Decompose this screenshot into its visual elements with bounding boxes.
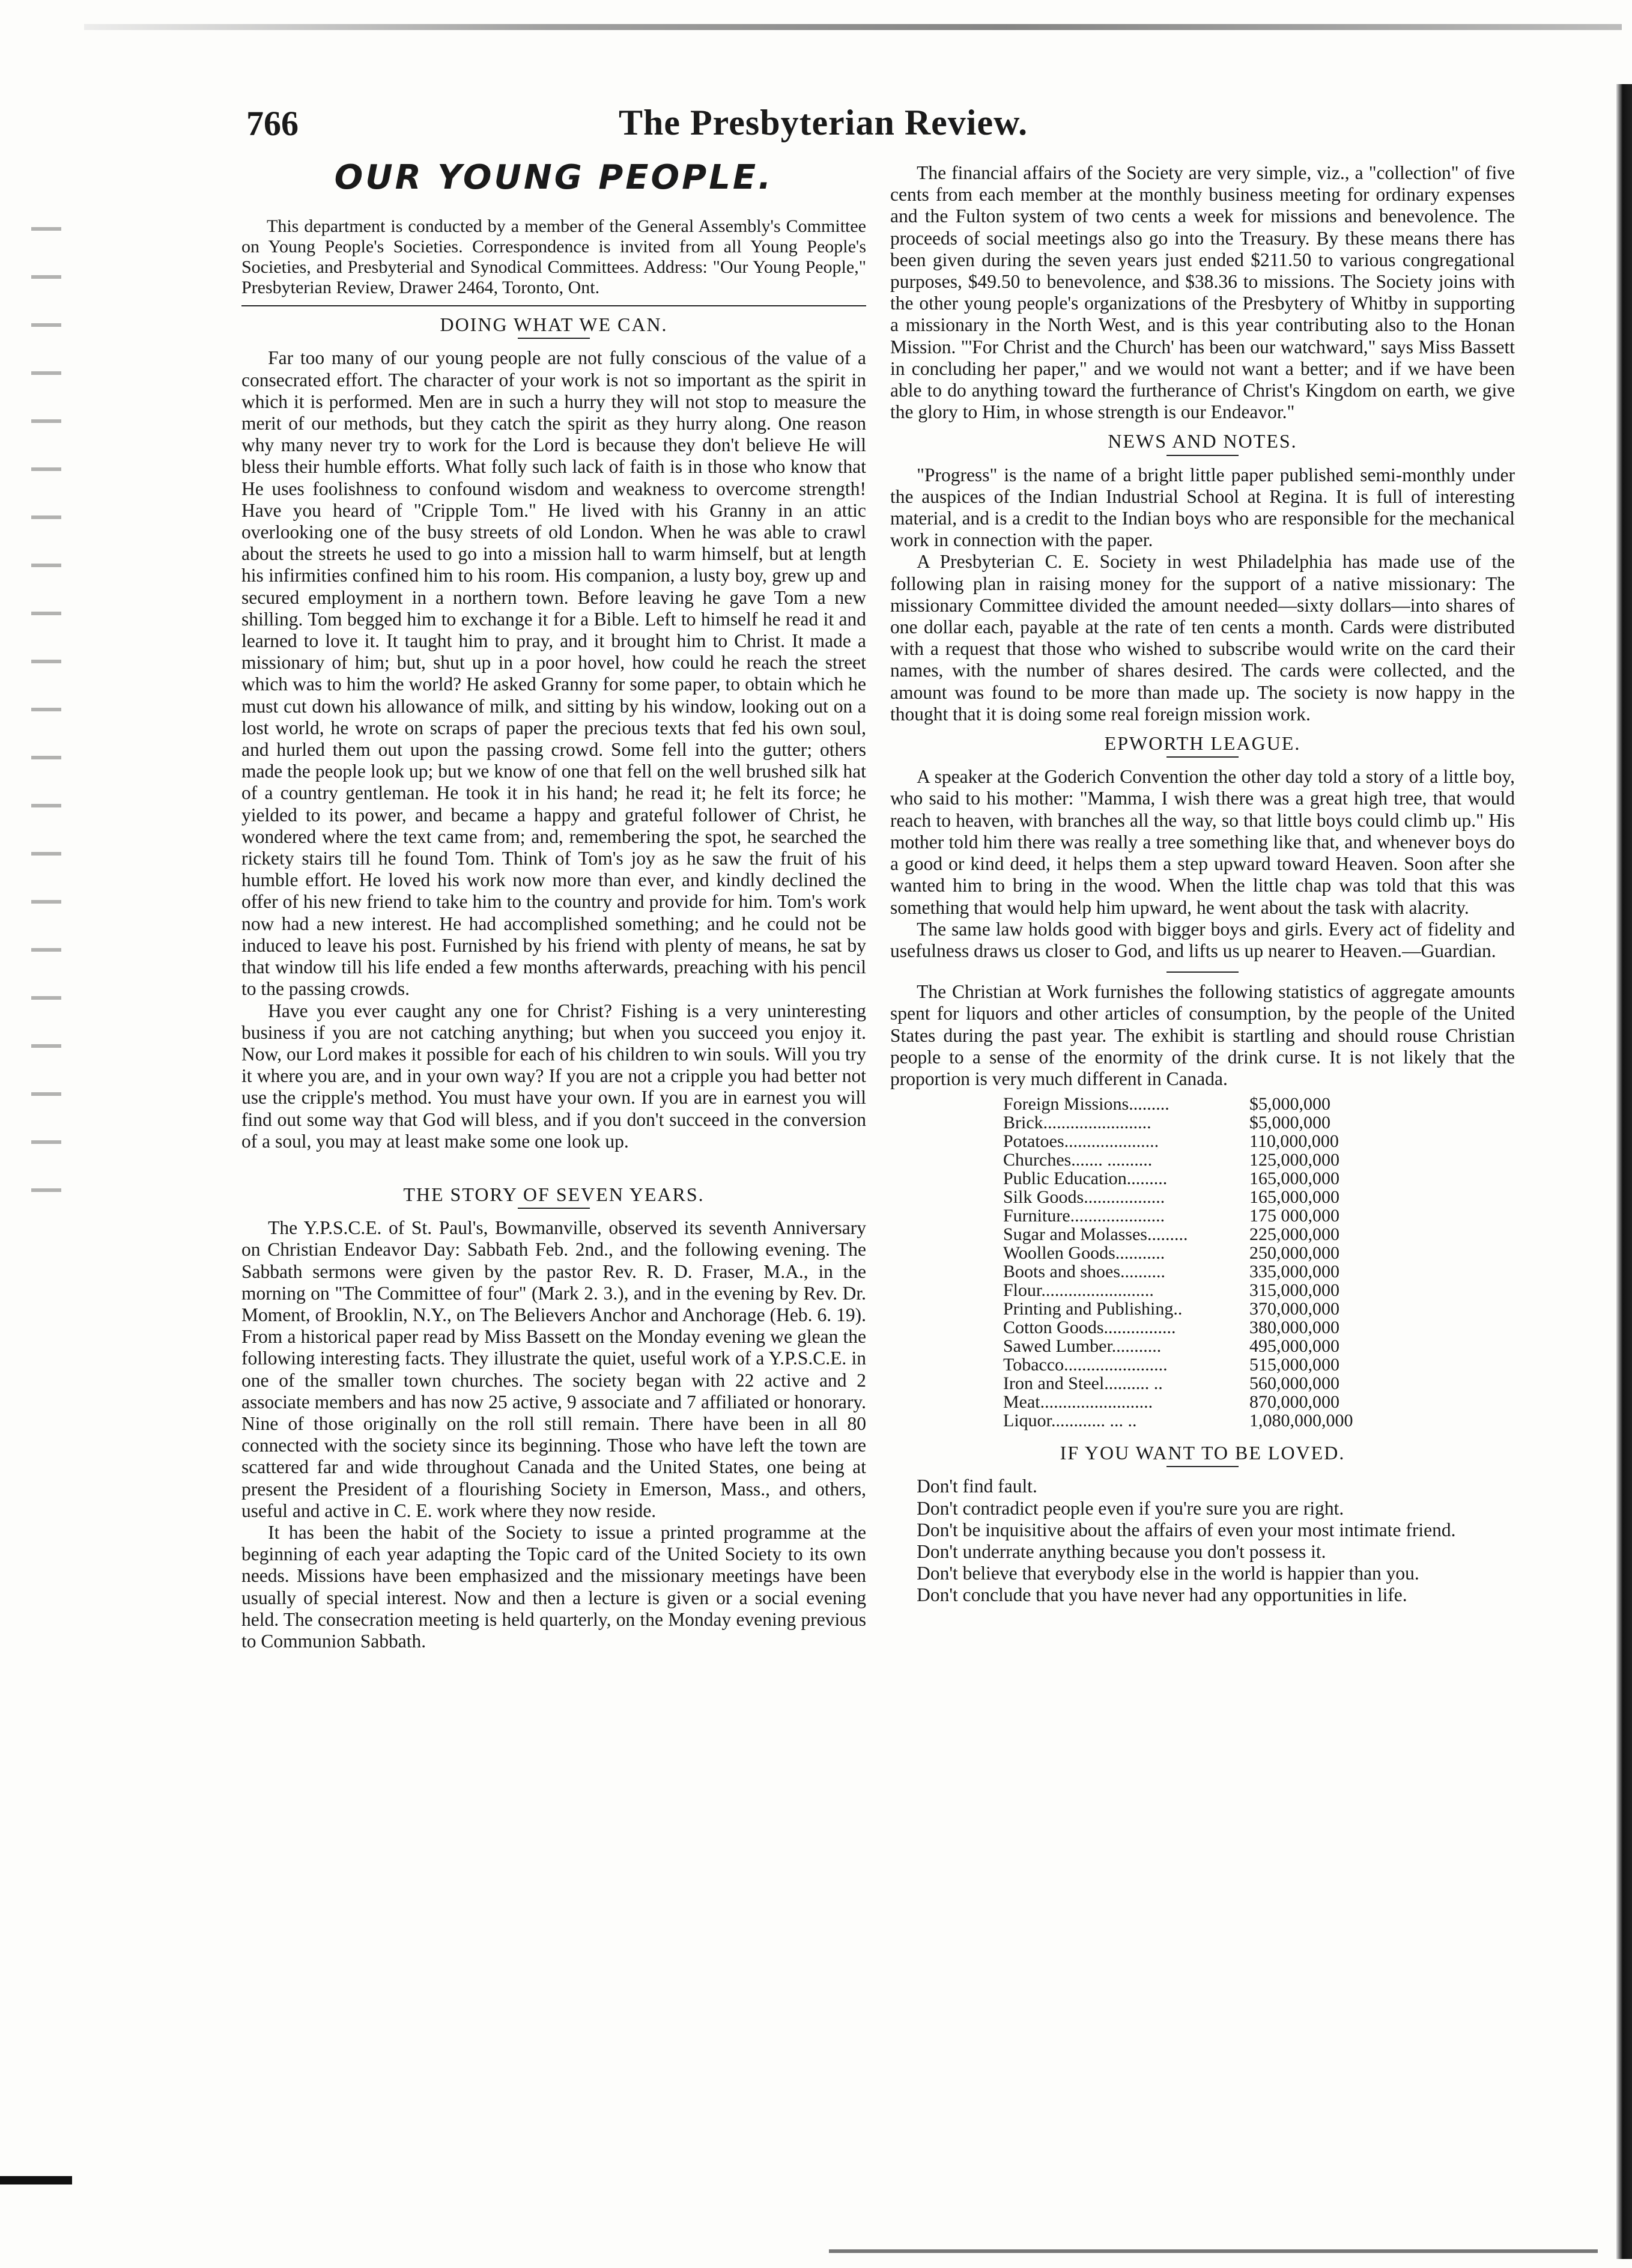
table-row	[1003, 1225, 1370, 1244]
table-row	[1003, 1169, 1370, 1188]
heading-rule	[518, 1208, 590, 1209]
list-line: Don't believe that everybody else in the world is happier than you.	[917, 1563, 1419, 1584]
list-line: Don't be inquisitive about the affairs of even your most intimate friend.	[917, 1519, 1456, 1540]
table-row	[1003, 1188, 1370, 1206]
article-news-and-notes	[890, 430, 1515, 725]
table-cell-amount: 1,080,000,000	[1249, 1411, 1353, 1431]
table-cell-amount: 370,000,000	[1249, 1299, 1339, 1319]
article-heading: IF YOU WANT TO BE LOVED.	[1060, 1442, 1345, 1464]
table-row	[1003, 1374, 1370, 1393]
table-cell-item: Foreign Missions.........	[1003, 1094, 1169, 1114]
table-cell-item: Liquor............ ... ..	[1003, 1411, 1137, 1431]
table-cell-amount: 165,000,000	[1249, 1169, 1339, 1189]
table-cell-amount: 560,000,000	[1249, 1373, 1339, 1394]
table-cell-item: Sugar and Molasses.........	[1003, 1224, 1188, 1245]
article-epworth-league	[890, 732, 1515, 962]
table-cell-item: Flour.........................	[1003, 1280, 1154, 1301]
table-cell-item: Tobacco.......................	[1003, 1355, 1168, 1375]
paragraph: Have you ever caught any one for Christ? Fishing is a very uninteresting business if you are not catching anything; but when you succeed you enjoy it. Now, our Lord makes it possible for each of his children to win souls. Will you try it where you are, and in your own way? If you are not a cripple you had better not use the cripple's method. You must have your own. If you are in earnest you will find out some way that God will bless, and if you don't succeed in the conversion of a soul, you may at least make some one look up.	[241, 1000, 866, 1152]
table-row	[1003, 1355, 1370, 1374]
scan-edge-bottom	[829, 2249, 1598, 2253]
table-cell-amount: 335,000,000	[1249, 1262, 1339, 1282]
table-cell-item: Meat.........................	[1003, 1392, 1153, 1412]
article-liquor-statistics	[890, 981, 1515, 1430]
list-line: Don't underrate anything because you don't possess it.	[917, 1540, 1326, 1562]
table-cell-item: Brick........................	[1003, 1113, 1151, 1133]
paragraph: The same law holds good with bigger boys and girls. Every act of fidelity and usefulness draws us closer to God, and lifts us up nearer to Heaven.—Guardian.	[890, 918, 1515, 961]
section-title: OUR YOUNG PEOPLE.	[334, 158, 774, 197]
table-row	[1003, 1281, 1370, 1300]
paragraph: It has been the habit of the Society to issue a printed programme at the beginning of each year adapting the Topic card of the United Society to its own needs. Missions have been emphasized and the missionary meetings have been usually of special interest. Now and then a lecture is given or a social evening held. The consecration meeting is held quarterly, on the Monday evening previous to Communion Sabbath.	[241, 1521, 866, 1652]
table-cell-amount: 315,000,000	[1249, 1280, 1339, 1301]
table-cell-amount: 165,000,000	[1249, 1187, 1339, 1208]
table-cell-amount: 515,000,000	[1249, 1355, 1339, 1375]
divider	[1166, 971, 1239, 973]
table-cell-item: Silk Goods..................	[1003, 1187, 1165, 1208]
left-column	[241, 158, 866, 1652]
table-cell-item: Printing and Publishing..	[1003, 1299, 1183, 1319]
scan-edge-right	[1616, 84, 1632, 2259]
paragraph: Far too many of our young people are not fully conscious of the value of a consecrated effort. The character of your work is not so important as the spirit in which it is performed. Men are in such a hurry they will not stop to measure the merit of our methods, but they catch the spirit as they hurry along. One reason why many never try to work for the Lord is because they don't believe He will bless their humble efforts. What folly such lack of faith is in those who know that He uses foolishness to confound wisdom and weakness to overcome strength! Have you heard of "Cripple Tom." He lived with his Granny in an attic overlooking one of the busy streets of old London. When he was able to crawl about the streets he used to go into a mission hall to warm himself, but at length his infirmities confined him to his room. His companion, a lusty boy, grew up and secured employment in a northern town. Before leaving he gave Tom a new shilling. Tom begged him to exchange it for a Bible. Left to himself he read it and learned to love it. It taught him to pray, and it brought him to Christ. It made a missionary of him; but, shut up in a poor hovel, how could he reach the street which was to him the world? He asked Granny for some paper, to obtain which he must cut down his allowance of milk, and sitting by his window, looking out on a lost world, he wrote on scraps of paper the precious texts that fed his own soul, and hurled them out upon the passing crowd. Some fell into the gutter; others made the people look up; but we know of one that fell on the well brushed silk hat of a country gentleman. He took it in his hand; he read it; he felt its force; he yielded to its power, and became a happy and grateful follower of Christ, he wondered where the text came from; and, remembering the spot, he searched the rickety stairs till he found Tom. Think of Tom's joy as he saw the fruit of his humble effort. He loved his work now more than ever, and kindly declined the offer of his new friend to take him to the country and provide for him. Tom's work now had a new interest. He had accomplished something; and he could not be induced to leave his post. Furnished by his friend with plenty of means, he sat by that window till his life ended a few months afterwards, preaching with his pencil to the passing crowds.	[241, 347, 866, 1000]
paragraph: A Presbyterian C. E. Society in west Philadelphia has made use of the following plan in raising money for the support of a native missionary: The missionary Committee divided the amount needed—sixty dollars—into shares of one dollar each, payable at the rate of ten cents a month. Cards were distributed with a request that those who wished to subscribe would write on the card their names, with the number of shares desired. The cards were collected, and the amount was found to be more than made up. The society is now happy in the thought that it is doing some real foreign mission work.	[890, 551, 1515, 725]
table-cell-item: Churches....... ..........	[1003, 1150, 1153, 1170]
heading-rule	[1166, 455, 1239, 456]
paragraph: The financial affairs of the Society are very simple, viz., a "collection" of five cents from each member at the monthly business meeting for ordinary expenses and the Fulton system of two cents a week for missions and benevolence. The proceeds of social meetings also go into the Treasury. By these means there has been given during the seven years just ended $211.50 to various congregational purposes, $49.50 to benevolence, and $38.36 to missions. The Society joins with the other young people's organizations of the Presbytery of Whitby in supporting a missionary in the North West, and is this year contributing also to the Honan Mission. "'For Christ and the Church' has been our watchward," says Miss Bassett in concluding her paper," and we would not want a better; and if we have been able to do anything toward the furtherance of Christ's Kingdom on earth, we give the glory to Him, in whose strength is our Endeavor."	[890, 162, 1515, 423]
table-cell-amount: 225,000,000	[1249, 1224, 1339, 1245]
article-if-you-want-to-be-loved	[890, 1442, 1515, 1606]
heading-rule	[1166, 1466, 1239, 1467]
table-cell-amount: 175 000,000	[1249, 1206, 1339, 1226]
heading-rule	[1166, 756, 1239, 758]
heading-rule	[518, 338, 590, 339]
page-number: 766	[246, 104, 299, 143]
table-cell-item: Cotton Goods................	[1003, 1318, 1176, 1338]
table-cell-item: Public Education.........	[1003, 1169, 1168, 1189]
table-row	[1003, 1151, 1370, 1169]
list-line: Don't contradict people even if you're sure you are right.	[917, 1497, 1344, 1519]
department-intro	[241, 216, 866, 298]
table-row	[1003, 1300, 1370, 1318]
article-doing-what-we-can	[241, 314, 866, 1152]
table-cell-item: Iron and Steel.......... ..	[1003, 1373, 1163, 1394]
article-story-of-seven-years	[241, 1184, 866, 1652]
table-row	[1003, 1337, 1370, 1355]
margin-speckles	[31, 204, 61, 1226]
intro-text: This department is conducted by a member of the General Assembly's Committee on Young People's Societies. Correspondence is invited from all Young People's Societies, and Presbyterial and Synodical Committees. Address: "Our Young People," Presbyterian Review, Drawer 2464, Toronto, Ont.	[241, 216, 866, 298]
scan-edge-top	[84, 24, 1622, 30]
table-cell-item: Woollen Goods...........	[1003, 1243, 1165, 1263]
list-line: Don't find fault.	[917, 1476, 1037, 1497]
scan-mark-bottom-left	[0, 2176, 72, 2184]
table-cell-amount: 495,000,000	[1249, 1336, 1339, 1357]
article-heading: EPWORTH LEAGUE.	[1104, 732, 1301, 755]
table-cell-amount: 870,000,000	[1249, 1392, 1339, 1412]
table-row	[1003, 1318, 1370, 1337]
right-column	[890, 162, 1515, 1607]
table-row	[1003, 1132, 1370, 1151]
table-row	[1003, 1095, 1370, 1113]
table-cell-amount: 250,000,000	[1249, 1243, 1339, 1263]
table-cell-amount: $5,000,000	[1249, 1094, 1330, 1114]
paragraph: The Christian at Work furnishes the following statistics of aggregate amounts spent for liquors and other articles of consumption, by the people of the United States during the past year. The exhibit is startling and should rouse Christian people to a sense of the enormity of the drink curse. It is not likely that the proportion is very much different in Canada.	[890, 981, 1515, 1089]
table-cell-item: Boots and shoes..........	[1003, 1262, 1165, 1282]
table-row	[1003, 1206, 1370, 1225]
divider	[241, 305, 866, 306]
article-heading: DOING WHAT WE CAN.	[440, 314, 668, 336]
table-cell-amount: 110,000,000	[1249, 1131, 1339, 1152]
table-cell-item: Sawed Lumber...........	[1003, 1336, 1162, 1357]
list-line: Don't conclude that you have never had any opportunities in life.	[917, 1584, 1407, 1606]
table-cell-item: Furniture.....................	[1003, 1206, 1165, 1226]
table-row	[1003, 1411, 1370, 1430]
table-row	[1003, 1244, 1370, 1262]
paragraph: The Y.P.S.C.E. of St. Paul's, Bowmanville, observed its seventh Anniversary on Christian Endeavor Day: Sabbath Feb. 2nd., and the following evening. The Sabbath sermons were given by the pastor Rev. R. D. Fraser, M.A., in the morning on "The Committee of four" (Mark 2. 3.), and in the evening by Rev. Dr. Moment, of Brooklin, N.Y., on The Believers Anchor and Anchorage (Heb. 6. 19). From a historical paper read by Miss Bassett on the Monday evening we glean the following interesting facts. They illustrate the quiet, useful work of a Y.P.S.C.E. in one of the smaller town churches. The society began with 22 active and 2 associate members and has now 25 active, 9 associate and 7 affiliated or honorary. Nine of those originally on the roll still remain. There have been in all 80 connected with the society since its beginning. Those who have left the town are scattered far and wide throughout Canada and the United States, one being at present the President of a flourishing Society in Emerson, Mass., and others, useful and active in C. E. work where they now reside.	[241, 1217, 866, 1521]
table-cell-amount: $5,000,000	[1249, 1113, 1330, 1133]
journal-title: The Presbyterian Review.	[619, 103, 1028, 142]
article-story-continued	[890, 162, 1515, 423]
table-row	[1003, 1262, 1370, 1281]
paragraph: A speaker at the Goderich Convention the other day told a story of a little boy, who said to his mother: "Mamma, I wish there was a great high tree, that would reach to heaven, with branches all the way, so that little boys could climb up." His mother told him there was really a tree something like that, and whenever boys do a good or kind deed, it helps them a step upward toward Heaven. Soon after she wanted him to bring in the wood. When the little chap was told that this was something that would help him upward, he went about the task with alacrity.	[890, 766, 1515, 918]
article-heading: THE STORY OF SEVEN YEARS.	[403, 1183, 705, 1205]
table-row	[1003, 1113, 1370, 1132]
table-row	[1003, 1393, 1370, 1411]
table-cell-item: Potatoes.....................	[1003, 1131, 1159, 1152]
table-cell-amount: 380,000,000	[1249, 1318, 1339, 1338]
paragraph: "Progress" is the name of a bright little paper published semi-monthly under the auspices of the Indian Industrial School at Regina. It is full of interesting material, and is a credit to the Indian boys who are responsible for the mechanical work in connection with the paper.	[890, 464, 1515, 551]
article-heading: NEWS AND NOTES.	[1108, 430, 1297, 452]
statistics-table	[1003, 1095, 1515, 1430]
table-cell-amount: 125,000,000	[1249, 1150, 1339, 1170]
